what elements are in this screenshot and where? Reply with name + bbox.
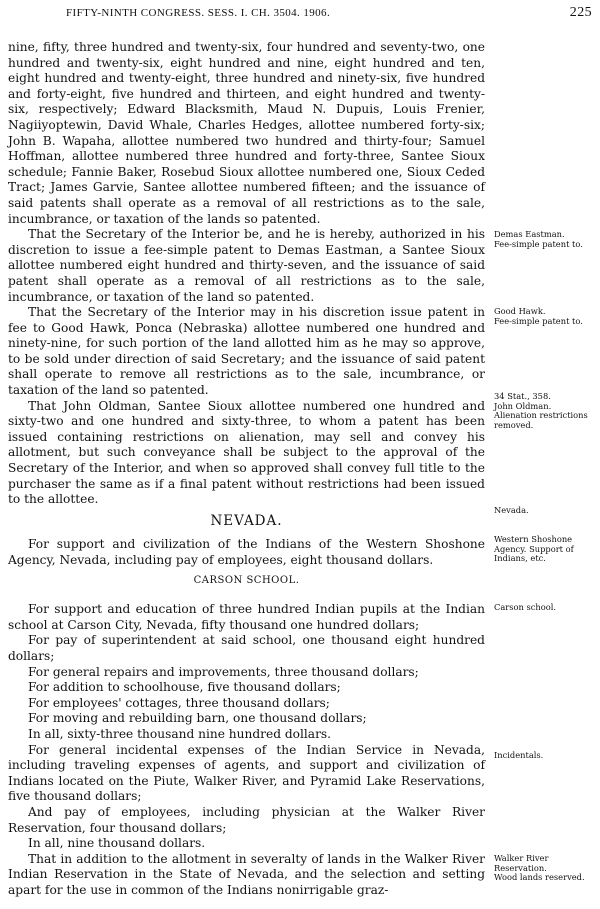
margin-note-line: Fee-simple patent to. [494, 315, 583, 326]
margin-note-line: Incidentals. [494, 750, 544, 760]
paragraph-continued-list: nine, fifty, three hundred and twenty-six, four hundred and seventy-two, one hundred and twenty-six, eight hundred and nine, eight hundred and ten, eight hundred and twenty-eight, three hundred and ninety-six, five hundred and forty-eight, five hundred and thirteen, and eight hundred and twenty-six, respectively; Edward Blacksmith, Maud N. Dupuis, Louis Frenier, Nagiiyoptewin, David Whale, Charles Hedges, allottee numbered forty-six; John B. Wapaha, allottee numbered two hundred and thirty-four; Samuel Hoffman, allottee numbered three hundred and forty-three, Santee Sioux schedule; Fannie Baker, Rosebud Sioux allottee numbered one, Sioux Ceded Tract; James Garvie, Santee allottee numbered fifteen; and the issuance of said patents shall operate as a removal of all restrictions as to the sale, incumbrance, or taxation of the lands so patented. [8, 40, 485, 226]
margin-note-line: Nevada. [494, 505, 529, 515]
margin-note-line: Western Shoshone Agency. Support of Indians, etc. [494, 534, 574, 564]
margin-note-line: Demas Eastman. [494, 229, 565, 239]
margin-note-nevada [494, 506, 594, 516]
margin-note-line: Carson school. [494, 602, 557, 612]
paragraph-john-oldman: That John Oldman, Santee Sioux allottee numbered one hundred and sixty-two and one hundred and sixty-three, to whom a patent has been issued containing restrictions on alienation, may sell and convey his allotment, but such conveyance shall be subject to the approval of the Secretary of the Interior, and when so approved shall convey full title to the purchaser the same as if a final patent without restrictions had been issued to the allottee. [8, 398, 485, 507]
running-head: FIFTY-NINTH CONGRESS. SESS. I. CH. 3504. 1906. [66, 7, 331, 19]
margin-note-good-hawk [494, 307, 594, 326]
margin-note-demas-eastman [494, 230, 594, 249]
margin-note-john-oldman [494, 392, 594, 430]
main-text-column [8, 40, 485, 898]
margin-note-western-shoshone [494, 535, 594, 564]
paragraph-incidentals-total: In all, nine thousand dollars. [28, 836, 206, 851]
margin-note-line: 34 Stat., 358. [494, 391, 551, 401]
paragraph-carson-support: For support and education of three hundred Indian pupils at the Indian school at Carson City, Nevada, fifty thousand one hundred dollars; [8, 602, 485, 632]
paragraph-walker-river: That in addition to the allotment in severalty of lands in the Walker River Indian Reservation in the State of Nevada, and the selection and setting apart for the use in common of the Indians nonirrigable graz- [8, 851, 485, 897]
margin-note-line: Wood lands reserved. [494, 872, 585, 883]
section-heading-nevada: NEVADA. [210, 512, 283, 529]
paragraph-barn: For moving and rebuilding barn, one thousand dollars; [28, 711, 367, 726]
margin-note-line: Walker River Reservation. [494, 853, 549, 873]
paragraph-demas-eastman: That the Secretary of the Interior be, and he is hereby, authorized in his discretion to issue a fee-simple patent to Demas Eastman, a Santee Sioux allottee numbered eight hundred and thirty-seven, and the issuance of said patent shall operate as a removal of all restrictions as to the sale, incumbrance, or taxation of the land so patented. [8, 227, 485, 304]
margin-note-line: Good Hawk. [494, 306, 546, 316]
paragraph-incidentals: For general incidental expenses of the Indian Service in Nevada, including traveling expenses of agents, and support and civilization of Indians located on the Piute, Walker River, and Pyramid Lake Reservations, five thousand dollars; [8, 742, 485, 804]
margin-note-carson-school [494, 603, 594, 613]
paragraph-cottages: For employees' cottages, three thousand dollars; [28, 695, 330, 710]
margin-note-walker-river [494, 854, 594, 883]
paragraph-repairs: For general repairs and improvements, three thousand dollars; [28, 664, 419, 679]
paragraph-physician: And pay of employees, including physician at the Walker River Reservation, four thousand dollars; [8, 804, 485, 835]
margin-note-line: Alienation restrictions removed. [494, 410, 588, 430]
paragraph-good-hawk: That the Secretary of the Interior may in his discretion issue patent in fee to Good Hawk, Ponca (Nebraska) allottee numbered one hundred and ninety-nine, for such portion of the land allotted him as he may so approve, to be sold under direction of said Secretary; and the issuance of said patent shall operate to remove all restrictions as to the sale, incumbrance, or taxation of the land so patented. [8, 305, 485, 398]
margin-note-line: Fee-simple patent to. [494, 238, 583, 249]
paragraph-schoolhouse: For addition to schoolhouse, five thousand dollars; [28, 680, 341, 695]
margin-note-line: John Oldman. [494, 400, 552, 411]
margin-note-incidentals [494, 751, 594, 761]
paragraph-carson-total: In all, sixty-three thousand nine hundred dollars. [28, 726, 332, 741]
section-heading-carson-school: CARSON SCHOOL. [193, 574, 300, 586]
paragraph-western-shoshone: For support and civilization of the Indians of the Western Shoshone Agency, Nevada, including pay of employees, eight thousand dollars. [8, 537, 485, 567]
paragraph-superintendent: For pay of superintendent at said school, one thousand eight hundred dollars; [8, 633, 485, 663]
page-number: 225 [569, 5, 592, 20]
running-header [0, 5, 600, 21]
